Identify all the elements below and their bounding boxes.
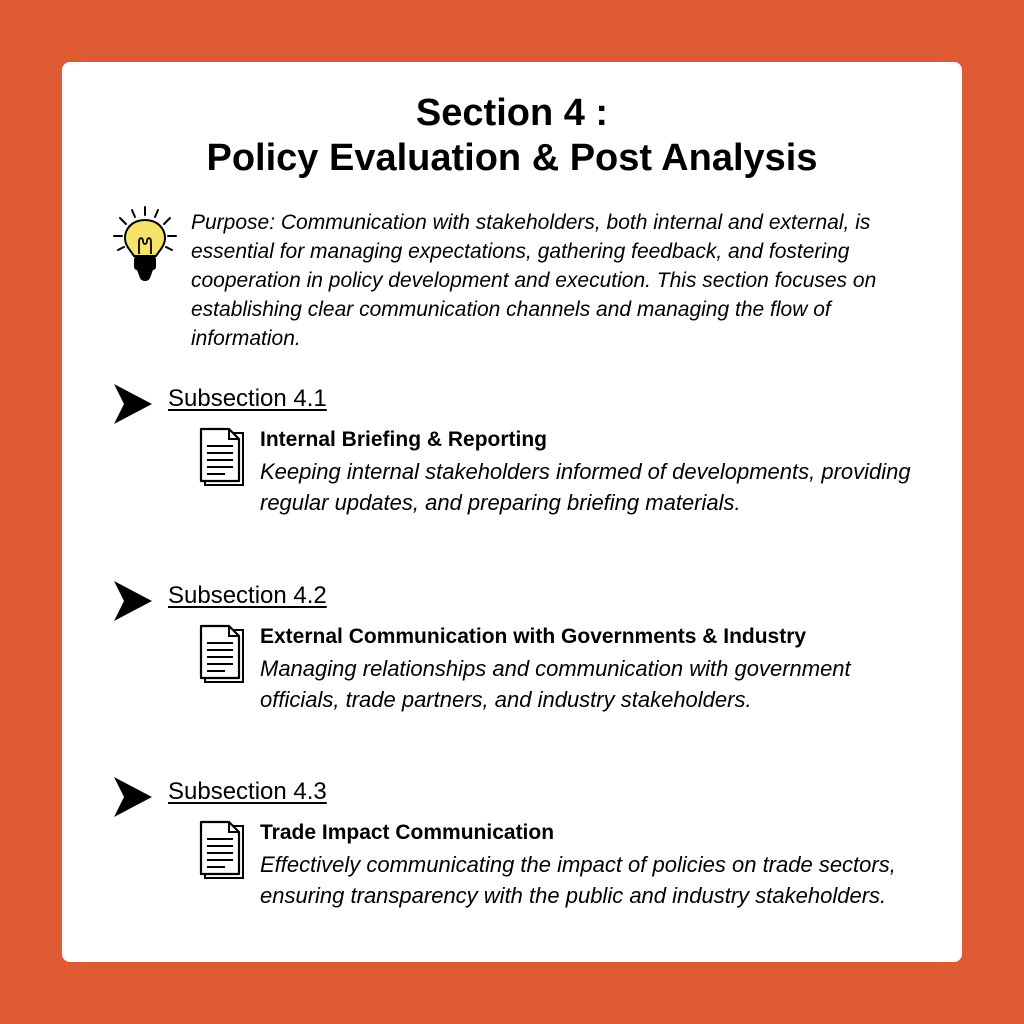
subsection-heading: Subsection 4.1 bbox=[168, 385, 327, 412]
subsection-description: Effectively communicating the impact of policies on trade sectors, ensuring transparency with the public and industry stakeholders. bbox=[260, 852, 896, 908]
subsection-heading: Subsection 4.2 bbox=[168, 582, 327, 609]
section-title: Policy Evaluation & Post Analysis bbox=[206, 137, 818, 179]
subsection-4-3 bbox=[62, 775, 962, 955]
subsection-title: Trade Impact Communication bbox=[260, 821, 555, 844]
document-icon bbox=[198, 819, 246, 881]
lightbulb-icon bbox=[112, 206, 182, 286]
subsection-4-1 bbox=[62, 382, 962, 562]
arrow-right-icon bbox=[112, 775, 154, 819]
document-icon bbox=[198, 623, 246, 685]
subsection-description: Keeping internal stakeholders informed of developments, providing regular updates, and preparing briefing materials. bbox=[260, 459, 911, 515]
subsection-title: External Communication with Governments & Industry bbox=[260, 625, 807, 648]
subsection-4-2 bbox=[62, 579, 962, 759]
document-icon bbox=[198, 426, 246, 488]
subsection-title: Internal Briefing & Reporting bbox=[260, 428, 548, 451]
arrow-right-icon bbox=[112, 382, 154, 426]
subsection-description: Managing relationships and communication with government officials, trade partners, and industry stakeholders. bbox=[260, 656, 851, 712]
section-number-title: Section 4 : bbox=[415, 92, 609, 134]
purpose-text: Purpose: Communication with stakeholders, both internal and external, is essential for managing expectations, gathering feedback, and fostering cooperation in policy development and execution. This section focuses on establishing clear communication channels and managing the flow of information. bbox=[191, 211, 877, 350]
subsection-heading: Subsection 4.3 bbox=[168, 778, 327, 805]
content-card bbox=[62, 62, 962, 962]
arrow-right-icon bbox=[112, 579, 154, 623]
